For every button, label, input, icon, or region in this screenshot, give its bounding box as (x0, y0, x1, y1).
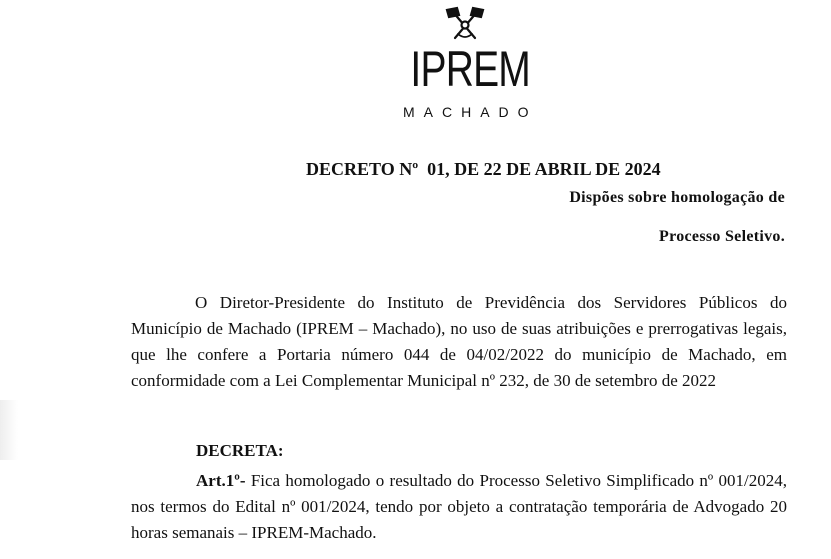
ementa-line-2: Processo Seletivo. (659, 228, 785, 245)
logo-name: IPREM (410, 41, 531, 97)
article-1-text: Fica homologado o resultado do Processo Seletivo Simplificado nº 001/2024, nos termos do Edital nº 001/2024, tendo por objeto a contratação temporária de Advogado 20 horas semanais – IPREM-Machado. (131, 471, 787, 542)
iprem-logo (395, 6, 538, 122)
preamble-paragraph: O Diretor-Presidente do Instituto de Previdência dos Servidores Públicos do Município de Machado (IPREM – Machado), no uso de suas atribuições e prerrogativas legais, que lhe confere a Portaria número 044 de 04/02/2022 do município de Machado, em conformidade com a Lei Complementar Municipal nº 232, de 30 de setembro de 2022 (131, 293, 787, 390)
crossed-hammers-emblem-icon (441, 6, 489, 42)
article-1-paragraph (131, 468, 787, 546)
decreta-heading: DECRETA: (196, 441, 284, 460)
logo-city: MACHADO (403, 104, 538, 120)
ementa-line-1: Dispões sobre homologação de (569, 189, 785, 206)
scan-shadow (0, 400, 18, 460)
article-1-label: Art.1º- (196, 471, 246, 490)
decree-title: DECRETO Nº 01, DE 22 DE ABRIL DE 2024 (306, 159, 661, 179)
